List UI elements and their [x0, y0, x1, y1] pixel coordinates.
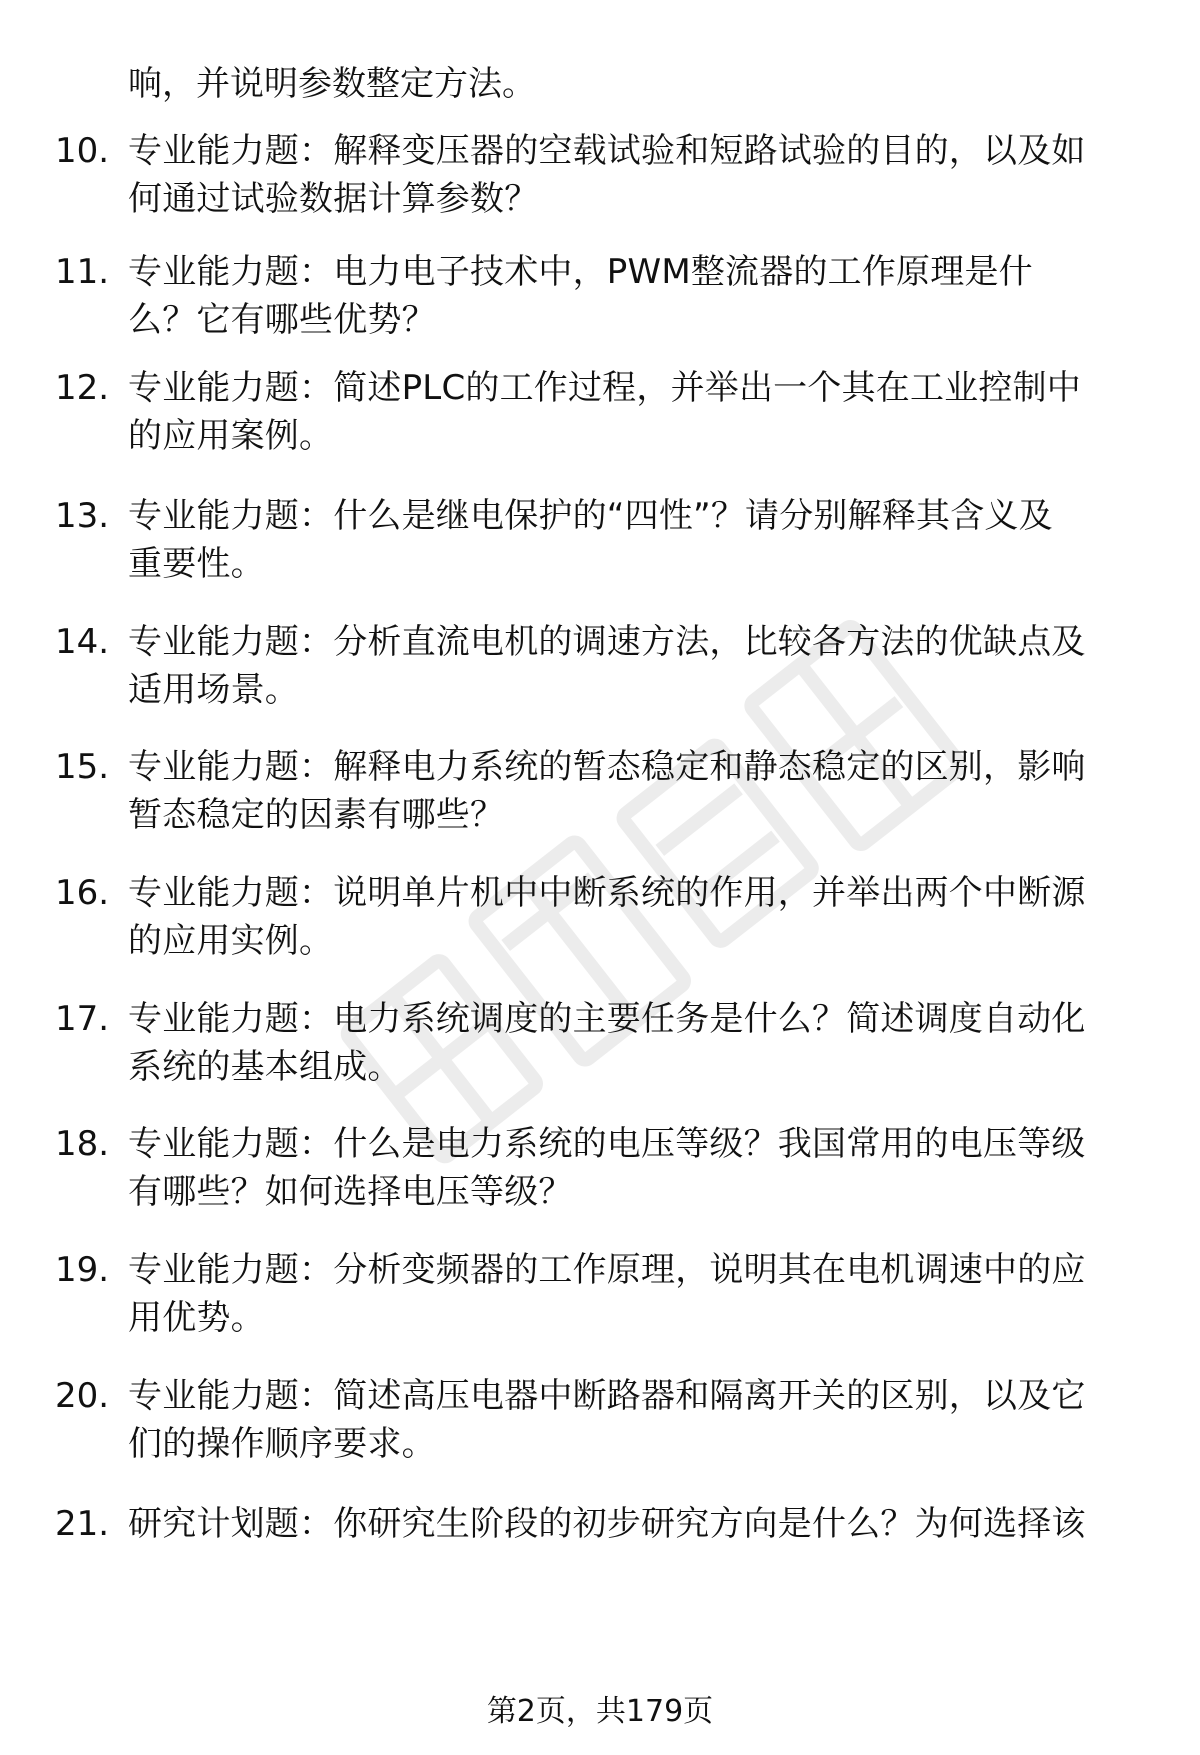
- question-number: 12.: [55, 368, 110, 408]
- question-text-line: 专业能力题：说明单片机中中断系统的作用，并举出两个中断源: [128, 873, 1086, 913]
- question-text-line: 系统的基本组成。: [128, 1047, 402, 1087]
- question-number: 10.: [55, 131, 110, 171]
- question-text: [128, 1246, 1153, 1342]
- question-text-line: 专业能力题：解释变压器的空载试验和短路试验的目的，以及如: [128, 131, 1086, 171]
- question-text-line: 有哪些？如何选择电压等级？: [128, 1172, 573, 1212]
- question-number: 13.: [55, 496, 110, 536]
- question-number: 16.: [55, 873, 110, 913]
- question-text-line: 专业能力题：电力系统调度的主要任务是什么？简述调度自动化: [128, 999, 1086, 1039]
- question-text-line: 专业能力题：简述高压电器中断路器和隔离开关的区别，以及它: [128, 1376, 1086, 1416]
- question-text: [128, 1372, 1153, 1468]
- question-number: 21.: [55, 1504, 110, 1544]
- question-number: 19.: [55, 1250, 110, 1290]
- question-number: 15.: [55, 747, 110, 787]
- question-text: [128, 364, 1153, 460]
- question-number: 18.: [55, 1124, 110, 1164]
- question-text-line: 用优势。: [128, 1298, 265, 1338]
- question-text-line: 研究计划题：你研究生阶段的初步研究方向是什么？为何选择该: [128, 1504, 1086, 1544]
- question-text-line: 专业能力题：电力电子技术中，PWM整流器的工作原理是什: [128, 252, 1033, 292]
- question-text-line: 专业能力题：什么是继电保护的“四性”？请分别解释其含义及: [128, 496, 1053, 536]
- question-text-line: 何通过试验数据计算参数？: [128, 179, 539, 219]
- question-text: [128, 618, 1153, 714]
- question-text-line: 适用场景。: [128, 670, 299, 710]
- question-number: 20.: [55, 1376, 110, 1416]
- question-text-line: 专业能力题：分析变频器的工作原理，说明其在电机调速中的应: [128, 1250, 1086, 1290]
- question-text: [128, 1500, 1153, 1548]
- question-text-line: 的应用案例。: [128, 416, 334, 456]
- question-number: 14.: [55, 622, 110, 662]
- question-text-line: 专业能力题：什么是电力系统的电压等级？我国常用的电压等级: [128, 1124, 1086, 1164]
- question-text: [128, 869, 1153, 965]
- question-text: [128, 492, 1153, 588]
- question-text-line: 专业能力题：解释电力系统的暂态稳定和静态稳定的区别，影响: [128, 747, 1086, 787]
- question-text-line: 暂态稳定的因素有哪些？: [128, 795, 505, 835]
- question-text-line: 重要性。: [128, 544, 265, 584]
- continuation-text: 响，并说明参数整定方法。: [128, 64, 536, 104]
- question-number: 17.: [55, 999, 110, 1039]
- question-text-line: 么？它有哪些优势？: [128, 300, 436, 340]
- question-number: 11.: [55, 252, 110, 292]
- question-text: [128, 995, 1153, 1091]
- question-text: [128, 1120, 1153, 1216]
- question-text: [128, 127, 1153, 223]
- question-text-line: 们的操作顺序要求。: [128, 1424, 436, 1464]
- page-number: 第2页，共179页: [486, 1694, 714, 1729]
- question-text-line: 专业能力题：分析直流电机的调速方法，比较各方法的优缺点及: [128, 622, 1086, 662]
- question-text: [128, 248, 1153, 344]
- question-text: [128, 743, 1153, 839]
- question-text-line: 专业能力题：简述PLC的工作过程，并举出一个其在工业控制中: [128, 368, 1081, 408]
- question-text-line: 的应用实例。: [128, 921, 334, 961]
